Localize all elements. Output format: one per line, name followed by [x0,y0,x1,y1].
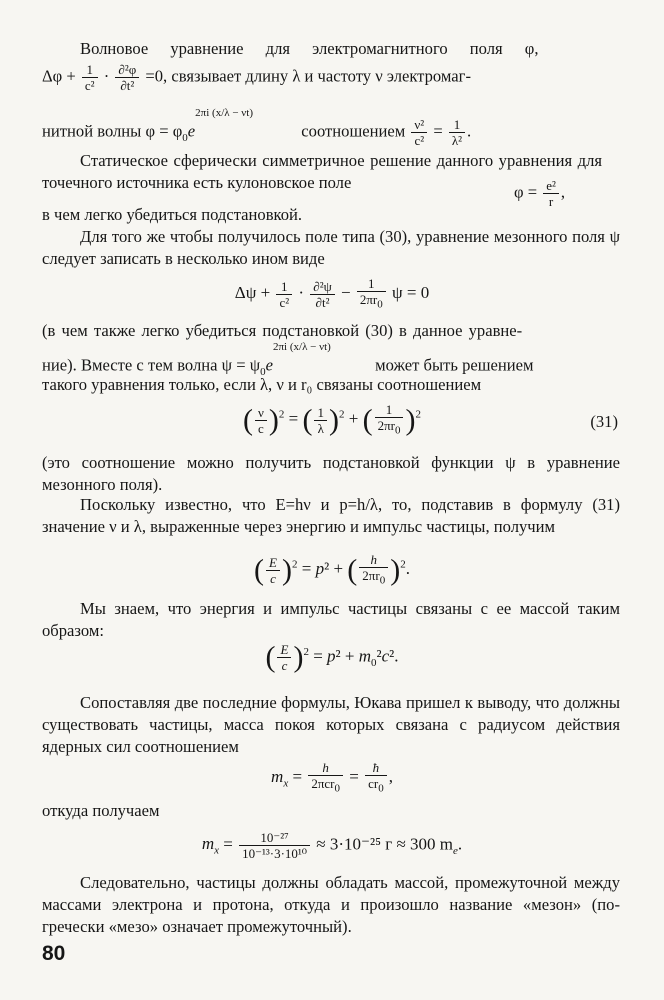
paragraph-1-line-1-text: Волновое уравнение для электромагнитного поля φ, [80,39,539,58]
paragraph-2-text: Статическое сферически симметричное решение данного уравнения для точечного источника есть кулоновское поле [42,151,602,192]
paragraph-1-line-2-text: =0, связывает длину λ и частоту ν электромаг- [141,66,471,86]
wave-exponent-psi: 2πi (x/λ − νt) [272,341,331,353]
paragraph-1-line-3: нитной волны $\varphi = \varphi_0e^{2\pi i (x/\lambda - \nu t)}$ соотношением $\frac{\text{ν²}}{\text{c²}}$ = $\frac{1}{\text{λ²}}$ . [42,107,472,149]
paragraph-4-line-2-end: может быть решением [375,355,534,375]
paragraph-3 [42,226,620,270]
paragraph-10 [42,872,620,938]
equation-31: ( $\frac{\nu}{c}$ )$^2$ = ( $\frac{1}{\lambda}$ )$^2$ + ( $\frac{1}{2\pi r_0}$ )$^2$ [243,402,421,437]
paragraph-5 [42,452,620,496]
energy-momentum-yukawa: ( $\frac{E}{c}$ )$^2$ = p² + ( $\frac{h}{2\pi r_0}$ )$^2$. [254,552,410,587]
paragraph-7-text: Мы знаем, что энергия и импульс частицы связаны с ее массой таким образом: [42,599,620,640]
paragraph-1-line-1 [42,38,620,60]
fraction-d2phi-dt2: $\frac{\text{∂²φ}}{\text{∂t²}}$ [115,62,139,93]
paragraph-2-end-text: в чем легко убедиться подстановкой. [42,205,303,224]
coulomb-field-formula: φ = $\frac{\text{e²}}{r}$ , [514,178,566,209]
paragraph-4-line-3-text: такого уравнения только, если λ, ν и r₀ связаны соотношением [42,375,482,394]
paragraph-5-text: (это соотношение можно получить подстановкой функции ψ в уравнение мезонного поля). [42,453,620,494]
paragraph-1-line-2: Δφ + $\frac{1}{\text{c²}}$ · $\frac{\text{∂²φ}}{\text{∂t²}}$ =0, связывает длину λ и частоту ν электромаг- [42,62,471,93]
mass-approximation: ≈ 3·10⁻²⁵ г ≈ 300 m [316,834,454,854]
paragraph-8 [42,692,620,758]
paragraph-3-text: Для того же чтобы получилось поле типа (30), уравнение мезонного поля ψ следует записать в несколько ином виде [42,227,620,268]
meson-mass-estimate: $m_x$ = $\frac{\text{10⁻²⁷}}{\text{10⁻¹³·3·10¹⁰}}$ ≈ 3·10⁻²⁵ г ≈ 300 $m_e$. [201,830,463,861]
paragraph-4-line-1-text: (в чем также легко убедиться подстановкой (30) в данное уравне- [42,321,523,340]
paragraph-9-text: откуда получаем [42,801,160,820]
wave-function-phi: нитной волны φ = φ [42,121,183,141]
paragraph-2-end [42,204,620,226]
relation-label: соотношением [301,121,406,141]
mass-denominator: 10⁻¹³·3·10¹⁰ [242,846,308,861]
paragraph-9 [42,800,620,822]
wave-function-psi: ние). Вместе с тем волна ψ = ψ [42,355,261,375]
mass-numerator: 10⁻²⁷ [239,830,310,846]
mass-radius-relation: $m_x$ = $\frac{h}{2\pi cr_0}$ = $\frac{ħ}{cr_0}$ , [271,760,393,795]
paragraph-6 [42,494,620,538]
wave-exponent-phi: 2πi (x/λ − νt) [195,107,253,119]
equation-31-number: (31) [590,412,618,431]
paragraph-7 [42,598,620,642]
paragraph-4-line-1 [42,320,620,342]
fraction-nu2-c2: $\frac{\text{ν²}}{\text{c²}}$ [411,117,427,148]
paragraph-10-text: Следовательно, частицы должны обладать массой, промежуточной между массами электрона и протона, откуда и произошло название «мезон» (по-гречески «мезо» означает промежуточный). [42,873,620,936]
fraction-1-lambda2: $\frac{1}{\text{λ²}}$ [449,117,465,148]
meson-field-equation: Δψ + $\frac{1}{\text{c²}}$ · $\frac{\text{∂²ψ}}{\text{∂t²}}$ − $\frac{1}{2\pi r_0}$ ψ = 0 [234,276,430,311]
fraction-1-over-c2: $\frac{1}{\text{c²}}$ [82,62,98,93]
paragraph-8-text: Сопоставляя две последние формулы, Юкава пришел к выводу, что должны существовать частицы, масса покоя которых связана с радиусом действия ядерных сил соотношением [42,693,620,756]
paragraph-4-line-2: ние). Вместе с тем волна $\psi = \psi_0e^{2\pi i (x/\lambda - \nu t)}$ может быть решением [42,341,534,378]
paragraph-4-line-3 [42,374,620,396]
wave-equation-lhs: Δφ + [42,66,80,86]
page-number: 80 [42,942,66,965]
relativistic-energy-momentum: ( $\frac{E}{c}$ )$^2 = p^2 + m_0^2c^2$. [265,640,399,674]
paragraph-6-text: Поскольку известно, что E=hν и p=h/λ, то, подставив в формулу (31) значение ν и λ, выраженные через энергию и импульс частицы, получим [42,495,620,536]
